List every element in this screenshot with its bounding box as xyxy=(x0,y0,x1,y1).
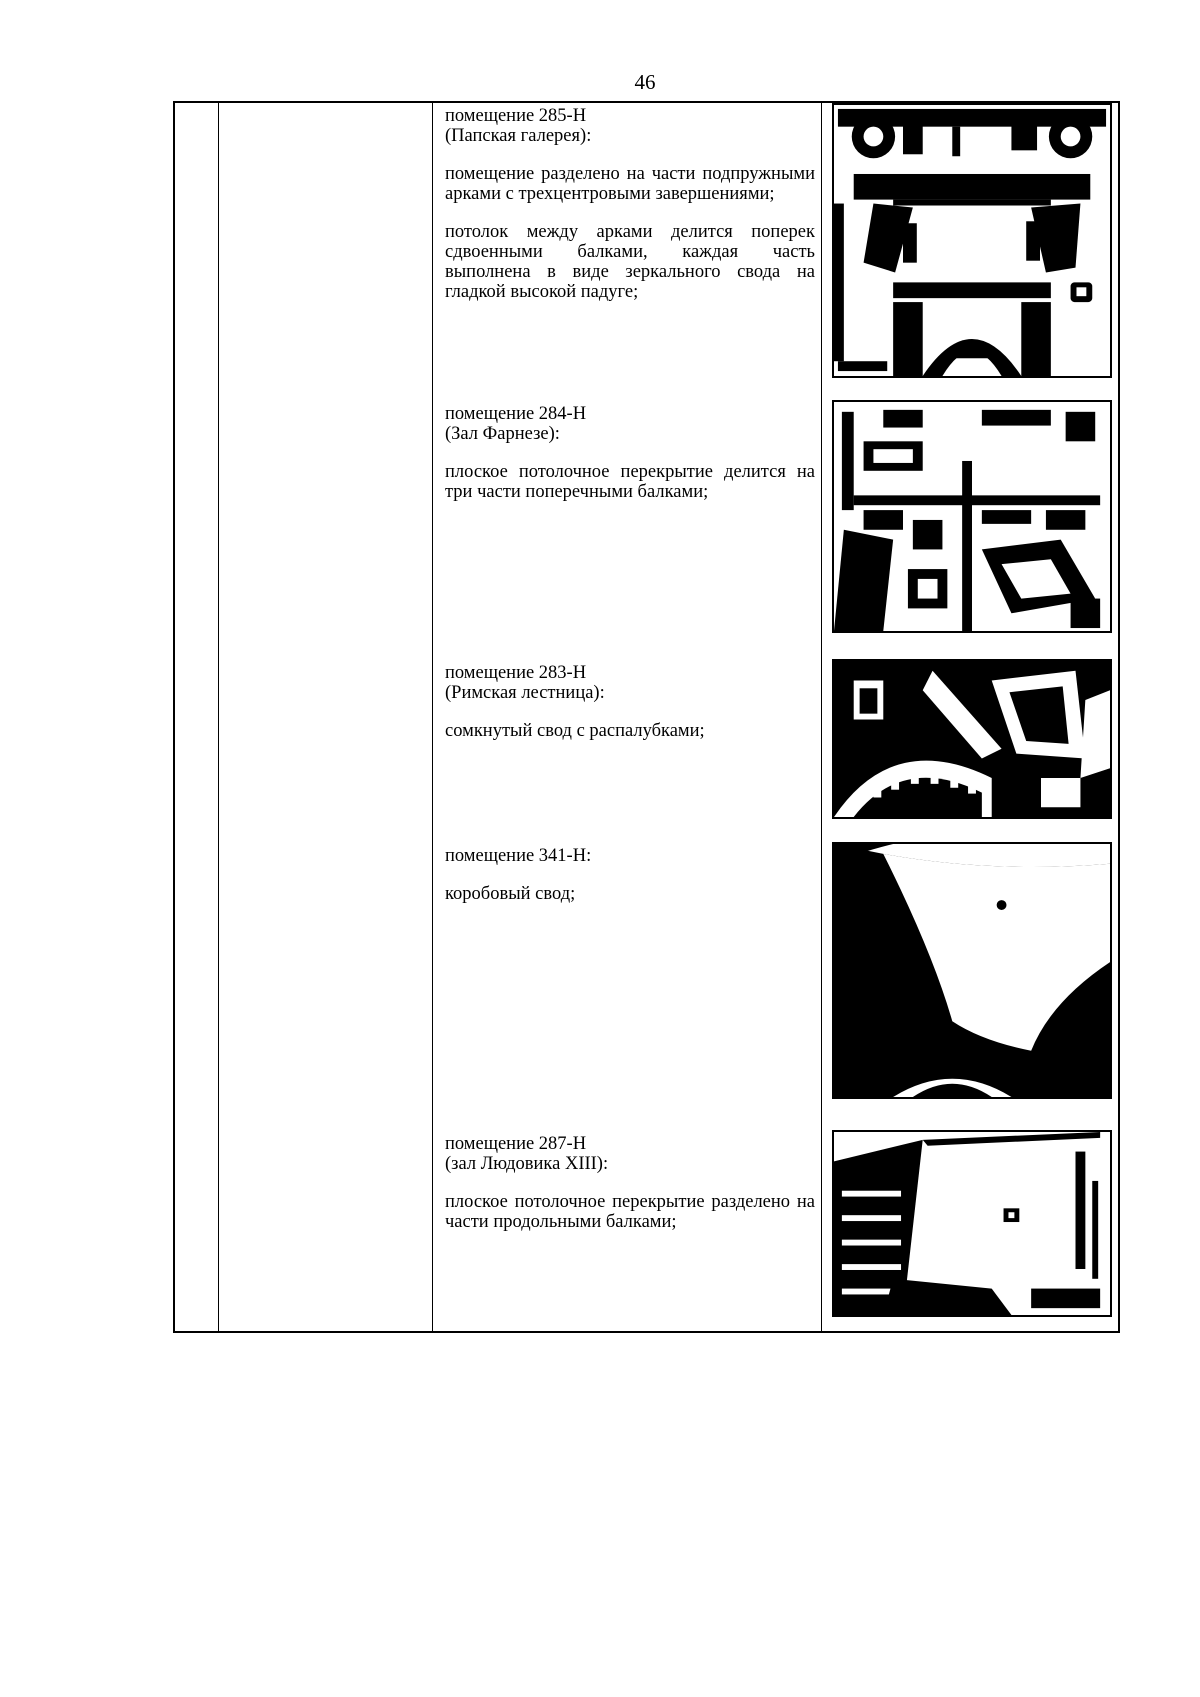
document-table xyxy=(173,101,1120,1333)
room-entry-283 xyxy=(445,663,815,741)
room-entry-285 xyxy=(445,106,815,302)
room-description: плоское потолочное перекрытие разделено на части продольными балками; xyxy=(445,1192,815,1232)
ceiling-photo-283 xyxy=(832,659,1112,819)
column-divider xyxy=(432,103,433,1331)
ceiling-photo-287 xyxy=(832,1130,1112,1317)
room-description: помещение разделено на части подпружными арками с трехцентровыми завершениями; xyxy=(445,164,815,204)
ceiling-photo-285 xyxy=(832,103,1112,378)
room-number: помещение 341-Н: xyxy=(445,846,592,866)
room-entry-341 xyxy=(445,846,815,904)
room-entry-284 xyxy=(445,404,815,502)
ceiling-photo-341 xyxy=(832,842,1112,1099)
room-description: коробовый свод; xyxy=(445,884,576,904)
room-name: (Римская лестница): xyxy=(445,683,605,703)
page-number: 46 xyxy=(634,70,656,94)
room-number: помещение 285-Н xyxy=(445,106,587,126)
room-number: помещение 284-Н xyxy=(445,404,587,424)
ceiling-photo-284 xyxy=(832,400,1112,633)
column-divider xyxy=(218,103,219,1331)
room-description: потолок между арками делится поперек сдвоенными балками, каждая часть выполнена в виде зеркального свода на гладкой высокой падуге; xyxy=(445,222,815,302)
room-name: (зал Людовика XIII): xyxy=(445,1154,609,1174)
room-description: сомкнутый свод с распалубками; xyxy=(445,721,705,741)
room-entry-287 xyxy=(445,1134,815,1232)
column-divider xyxy=(821,103,822,1331)
room-number: помещение 287-Н xyxy=(445,1134,587,1154)
room-description: плоское потолочное перекрытие делится на три части поперечными балками; xyxy=(445,462,815,502)
room-number: помещение 283-Н xyxy=(445,663,587,683)
room-name: (Папская галерея): xyxy=(445,126,592,146)
room-name: (Зал Фарнезе): xyxy=(445,424,560,444)
